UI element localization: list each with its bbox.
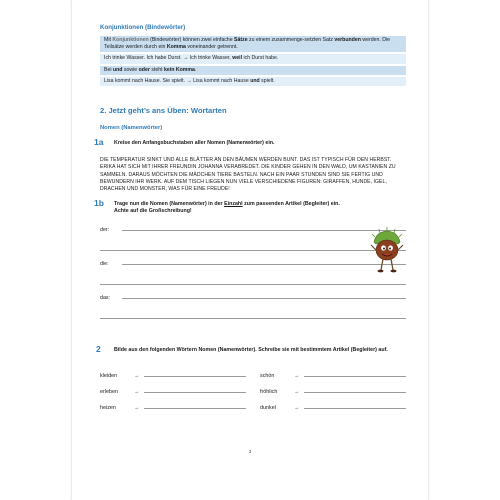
- source-word: heizen: [100, 404, 116, 411]
- arrow-icon: →: [134, 372, 140, 379]
- info-rule-row: [100, 66, 406, 75]
- text-segment: sowie: [122, 66, 139, 73]
- bold-word: und: [112, 66, 123, 73]
- info-example-row: [100, 54, 406, 63]
- task-instruction: Kreise den Anfangsbuchstaben aller Nomen (Namenwörter) ein.: [114, 140, 275, 147]
- writing-line[interactable]: [122, 230, 406, 231]
- bold-word: verbunden: [334, 37, 361, 43]
- task-1a: [94, 137, 406, 148]
- arrow-icon: →: [294, 372, 300, 379]
- writing-line[interactable]: [144, 392, 246, 393]
- bold-word: kein Komma: [164, 66, 195, 73]
- word-row[interactable]: [100, 379, 246, 395]
- task-instruction: Bilde aus den folgenden Wörtern Nomen (Namenwörter). Schreibe sie mit bestimmtem Artikel (Begleiter) auf.: [114, 346, 388, 353]
- bold-word: weil: [232, 55, 243, 62]
- text-segment: Bei: [104, 66, 113, 73]
- answer-line-der[interactable]: [100, 221, 406, 233]
- writing-line[interactable]: [122, 298, 406, 299]
- text-segment: steht: [149, 66, 165, 73]
- info-example-row: [100, 77, 406, 86]
- word-column-left: [100, 363, 246, 411]
- arrow-icon: →: [294, 404, 300, 411]
- text-segment: zu einem zusammenge-setzten Satz: [247, 37, 335, 43]
- article-label: der:: [100, 226, 110, 233]
- writing-line[interactable]: [144, 408, 246, 409]
- text-segment: (Bindewörter) können zwei einfache: [148, 37, 235, 43]
- text-segment: Lisa kommt nach Hause. Sie spielt. → Lisa kommt nach Hause: [104, 77, 251, 84]
- story-text: DIE TEMPERATUR SINKT UND ALLE BLÄTTER AN DEN BÄUMEN WERDEN BUNT. DAS IST TYPISCH FÜR DEN HERBST. ERIKA HAT SICH MIT IHRER FREUNDIN JOHANNA VERABREDET. DIE KINDER GEHEN IN DEN WALD, UM KASTANIEN ZU SAMMELN. DARAUS MÖCHTEN DIE MÄDCHEN TIERE BASTELN. NACH EIN PAAR STUNDEN SIND SIE FERTIG UND BEWUNDERN IHR WERK. AUF DEM TISCH LIEGEN NUN VIELE VERSCHIEDENE FIGUREN: GIRAFFEN, HUNDE, IGEL, DRACHEN UND MONSTER, WAS FÜR EINE FREUDE!: [100, 157, 396, 193]
- task-1b: [94, 197, 342, 215]
- task-2: [96, 343, 406, 354]
- answer-line-die[interactable]: [100, 251, 406, 267]
- source-word: kleiden: [100, 372, 118, 379]
- bold-word: Sätze: [234, 37, 248, 43]
- arrow-icon: →: [134, 388, 140, 395]
- text-segment: .: [194, 66, 197, 73]
- section-title: 2. Jetzt geht’s ans Üben: Wortarten: [100, 106, 227, 116]
- bold-word: und: [250, 77, 260, 84]
- text-segment: Mit: [104, 37, 113, 43]
- arrow-icon: →: [134, 404, 140, 411]
- word-row[interactable]: [260, 379, 406, 395]
- writing-line[interactable]: [122, 264, 406, 265]
- text-segment: spielt.: [259, 77, 275, 84]
- nomen-subtitle: Nomen (Namenwörter): [100, 125, 163, 132]
- info-rule-row: [100, 36, 406, 52]
- source-word: dunkel: [260, 404, 276, 411]
- writing-line[interactable]: [100, 267, 406, 285]
- underlined-word: Einzahl: [224, 200, 243, 207]
- bold-word: Komma: [166, 44, 186, 51]
- answer-line-das[interactable]: [100, 285, 406, 301]
- word-grid: [100, 363, 406, 411]
- text-segment: voneinander getrennt.: [185, 44, 238, 51]
- word-row[interactable]: [100, 363, 246, 379]
- task-number: 2: [96, 343, 101, 354]
- chestnut-mascot-icon: [368, 224, 406, 276]
- writing-line[interactable]: [304, 376, 406, 377]
- word-column-right: [260, 363, 406, 411]
- task-number: 1a: [94, 137, 104, 148]
- bold-word: oder: [138, 66, 150, 73]
- arrow-icon: →: [294, 388, 300, 395]
- text-segment: ich Durst habe.: [242, 55, 279, 62]
- writing-line[interactable]: [144, 376, 246, 377]
- page-number: 3: [248, 449, 252, 454]
- writing-line[interactable]: [304, 408, 406, 409]
- writing-line[interactable]: [100, 233, 406, 251]
- writing-line[interactable]: [304, 392, 406, 393]
- task-number: 1b: [94, 197, 104, 208]
- word-row[interactable]: [260, 395, 406, 411]
- word-row[interactable]: [260, 363, 406, 379]
- konjunktionen-info-box: [100, 36, 406, 86]
- konjunktionen-title: Konjunktionen (Bindewörter): [100, 24, 186, 31]
- keyword: Konjunktionen: [112, 37, 149, 43]
- word-row[interactable]: [100, 395, 246, 411]
- source-word: schön: [260, 372, 275, 379]
- task-instruction: Trage nun die Nomen (Namenwörter) in der: [114, 200, 225, 207]
- writing-line[interactable]: [100, 301, 406, 319]
- task-instruction: zum passenden Artikel (Begleiter) ein. Achte auf die Großschreibung!: [114, 200, 340, 214]
- worksheet-content: [94, 22, 406, 411]
- article-label: die:: [100, 260, 109, 267]
- text-segment: werden. Die Teilsätze werden durch ein: [104, 37, 391, 51]
- source-word: fröhlich: [260, 388, 278, 395]
- article-label: das:: [100, 294, 111, 301]
- worksheet-page: [72, 0, 428, 500]
- source-word: erleben: [100, 388, 118, 395]
- answer-lines-1b: [100, 221, 406, 319]
- text-segment: Ich trinke Wasser. Ich habe Durst. → Ich trinke Wasser,: [104, 55, 233, 62]
